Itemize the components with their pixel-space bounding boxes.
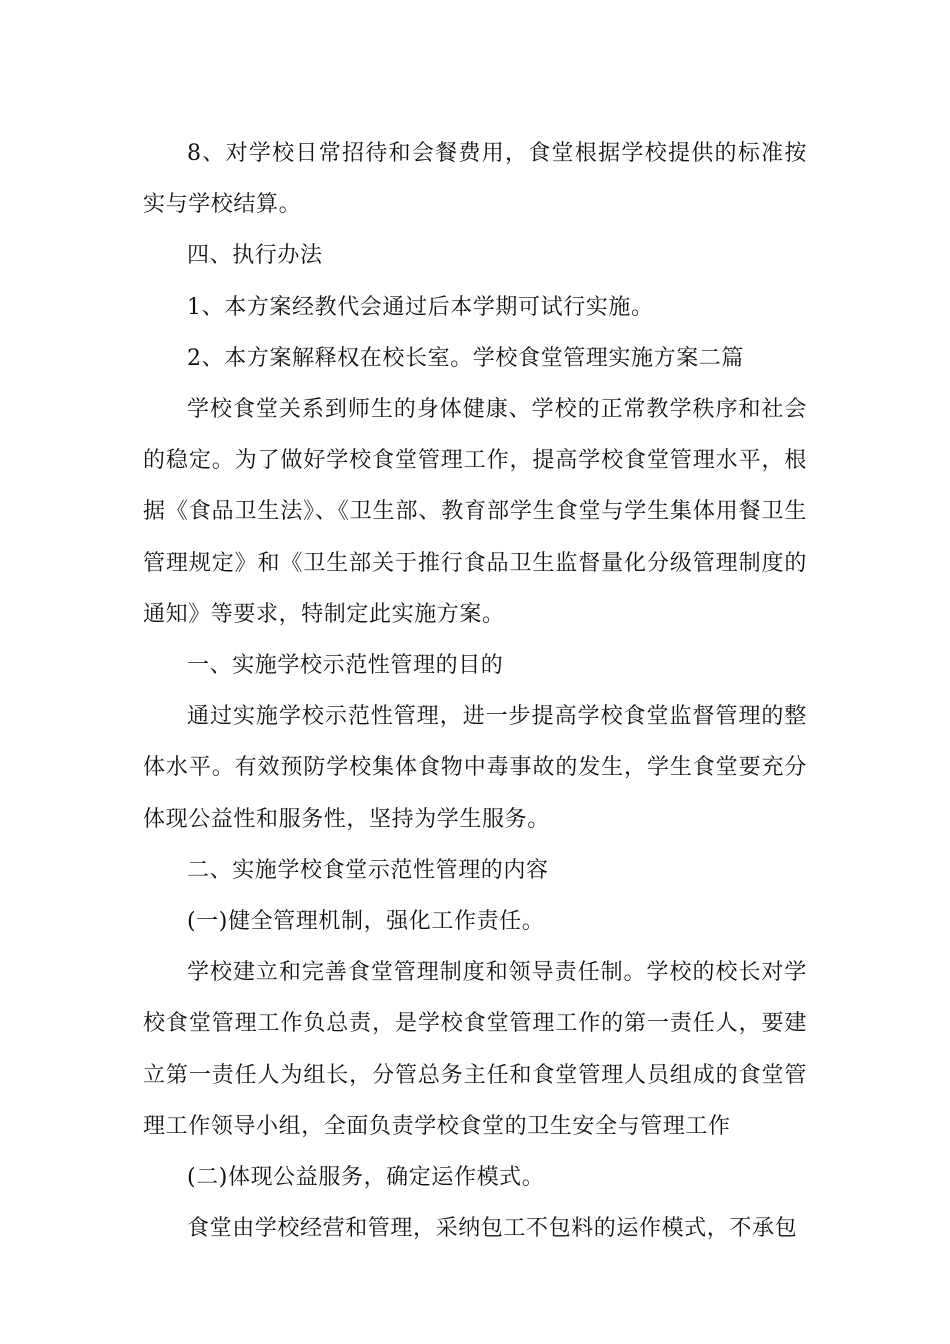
paragraph-operation-mode: 食堂由学校经营和管理，采纳包工不包料的运作模式，不承包 [187,1216,798,1242]
subheading-public-service: (二)体现公益服务，确定运作模式。 [187,1165,545,1191]
paragraph-execution-2: 2、本方案解释权在校长室。学校食堂管理实施方案二篇 [187,345,744,371]
paragraph-intro: 学校食堂关系到师生的身体健康、学校的正常教学秩序和社会的稳定。为了做好学校食堂管理工作，提高学校食堂管理水平，根据《食品卫生法》、《卫生部、教育部学生食堂与学生集体用餐卫生管理规定》和《卫生部关于推行食品卫生监督量化分级管理制度的通知》等要求，特制定此实施方案。 [143,397,807,627]
section-heading-content: 二、实施学校食堂示范性管理的内容 [187,857,549,883]
document-body [143,128,807,1254]
section-heading-purpose: 一、实施学校示范性管理的目的 [187,653,504,679]
paragraph-item-8: 8、对学校日常招待和会餐费用，食堂根据学校提供的标准按实与学校结算。 [143,141,807,218]
paragraph-purpose: 通过实施学校示范性管理，进一步提高学校食堂监督管理的整体水平。有效预防学校集体食物中毒事故的发生，学生食堂要充分体现公益性和服务性，坚持为学生服务。 [143,704,807,832]
section-heading-execution: 四、执行办法 [187,243,323,269]
paragraph-execution-1: 1、本方案经教代会通过后本学期可试行实施。 [187,294,654,320]
paragraph-mechanism: 学校建立和完善食堂管理制度和领导责任制。学校的校长对学校食堂管理工作负总责，是学校食堂管理工作的第一责任人，要建立第一责任人为组长，分管总务主任和食堂管理人员组成的食堂管理工作领导小组，全面负责学校食堂的卫生安全与管理工作 [143,960,807,1139]
subheading-mechanism: (一)健全管理机制，强化工作责任。 [187,909,545,935]
